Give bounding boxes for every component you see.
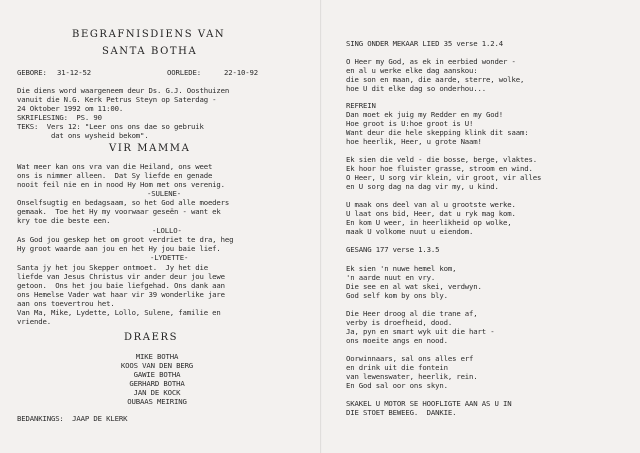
born-label: GEBORE: [17,68,47,77]
hymn-line: en U sorg dag na dag vir my, u kind. [346,182,499,191]
hymn-line: maak U volkome nuut u eiendom. [346,227,474,236]
tribute-line: vriende. [17,317,51,326]
tribute-line: Wat meer kan ons vra van die Heiland, ons weet [17,162,213,171]
tribute-line: As God jou geskep het om groot verdriet te dra, heg [17,235,234,244]
hymn-line: Dan moet ek juig my Redder en my God! [346,110,503,119]
pallbearers-title: DRAERS [124,332,179,343]
hymn-line: En kom U weer, in heerlikheid op wolke, [346,218,512,227]
pallbearer: GAWIE BOTHA [133,370,181,379]
hymn-line: 'n aarde nuut en vry. [346,273,436,282]
tribute-line: kry toe die beste een. [17,216,111,225]
hymn-line: en drink uit die fontein [346,363,448,372]
hymn-line: van lewenswater, heerlik, rein. [346,372,478,381]
hymn-line: Want deur die hele skepping klink dit saam: [346,128,529,137]
hymn-line: ons moeite angs en nood. [346,336,448,345]
tribute-line: Onselfsugtig en bedagsaam, so het God alle moeders [17,198,230,207]
hymn-line: U maak ons deel van al u grootste werke. [346,200,516,209]
tribute-line: Santa jy het jou Skepper ontmoet. Jy het die [17,263,208,272]
tribute-line: ons is nimmer alleen. Dat Sy liefde en genade [17,171,213,180]
hymn-line: Ek hoor hoe fluister grasse, stroom en wind. [346,164,533,173]
hymn-line: hoe heerlik, Heer, u grote Naam! [346,137,482,146]
closing-instruction: DIE STOET BEWEEG. DANKIE. [346,408,457,417]
acknowledgements: BEDANKINGS: JAAP DE KLERK [17,414,128,423]
left-page [17,0,315,453]
refrain-label: REFREIN [346,101,376,110]
tribute-line: Hy groot waarde aan jou en het Hy jou baie lief. [17,244,221,253]
hymn-line: en al u werke elke dag aanskou: [346,66,478,75]
deceased-name: SANTA BOTHA [102,46,198,57]
tribute-line: getoon. Ons het jou baie liefgehad. Ons dank aan [17,281,225,290]
closing-instruction: SKAKEL U MOTOR SE HOOFLIGTE AAN AS U IN [346,399,512,408]
hymn-line: Oorwinnaars, sal ons alles erf [346,354,474,363]
hymn-line: En God sal oor ons skyn. [346,381,448,390]
pallbearer: KOOS VAN DEN BERG [120,361,194,370]
intro-line: Die diens word waargeneem deur Ds. G.J. Oosthuizen [17,86,230,95]
hymn-line: Die Heer droog al die trane af, [346,309,478,318]
song-heading: SING ONDER MEKAAR LIED 35 verse 1.2.4 [346,39,503,48]
pallbearer: JAN DE KOCK [133,388,181,397]
tribute-line: ons Hemelse Vader wat haar vir 39 wonderlike jare [17,290,225,299]
hymn-line: O Heer, U sorg vir klein, vir groot, vir alles [346,173,542,182]
signature-sulene: -SULENE- [147,189,181,198]
born-date: 31-12-52 [57,68,91,77]
tribute-line: nooit feil nie en in nood Hy Hom met ons verenig. [17,180,225,189]
scripture-reading: SKRIFLESING: PS. 90 [17,113,102,122]
pallbearer: MIKE BOTHA [135,352,179,361]
text-verse: TEKS: Vers 12: "Leer ons ons dae so gebruik [17,122,204,131]
fold-line [320,0,322,453]
hymn-line: O Heer my God, as ek in eerbied wonder - [346,57,516,66]
hymn-line: Ja, pyn en smart wyk uit die hart - [346,327,495,336]
right-page [346,0,632,417]
pallbearer: OUBAAS MEIRING [127,397,187,406]
signature-lollo: -LOLLO- [152,226,182,235]
text-verse: dat ons wysheid bekom". [17,131,149,140]
hymn-line: Hoe groot is U:hoe groot is U! [346,119,474,128]
intro-line: 24 Oktober 1992 om 11:00. [17,104,124,113]
tribute-line: liefde van Jesus Christus vir ander deur jou lewe [17,272,225,281]
hymn-line: Ek sien 'n nuwe hemel kom, [346,264,457,273]
signature-lydette: -LYDETTE- [150,253,189,262]
died-label: OORLEDE: [167,68,201,77]
pallbearer: GERHARD BOTHA [129,379,185,388]
tribute-line: Van Ma, Mike, Lydette, Lollo, Sulene, familie en [17,308,221,317]
intro-line: vanuit die N.G. Kerk Petrus Steyn op Saterdag - [17,95,217,104]
died-date: 22-10-92 [224,68,258,77]
tribute-line: gemaak. Toe het Hy my voorwaar geseën - want ek [17,207,221,216]
service-title: BEGRAFNISDIENS VAN [72,29,226,40]
hymn-line: U laat ons bid, Heer, dat u ryk mag kom. [346,209,516,218]
hymn-line: Die see en al wat skei, verdwyn. [346,282,482,291]
hymn-line: verby is droefheid, dood. [346,318,453,327]
section-title-mamma: VIR MAMMA [109,143,191,154]
hymn-line: Ek sien die veld - die bosse, berge, vlaktes. [346,155,537,164]
hymn-line: die son en maan, die aarde, sterre, wolke, [346,75,525,84]
gesang-heading: GESANG 177 verse 1.3.5 [346,245,440,254]
hymn-line: hoe U dit elke dag so onderhou... [346,84,487,93]
tribute-line: aan ons toevertrou het. [17,299,115,308]
hymn-line: God self kom by ons bly. [346,291,448,300]
